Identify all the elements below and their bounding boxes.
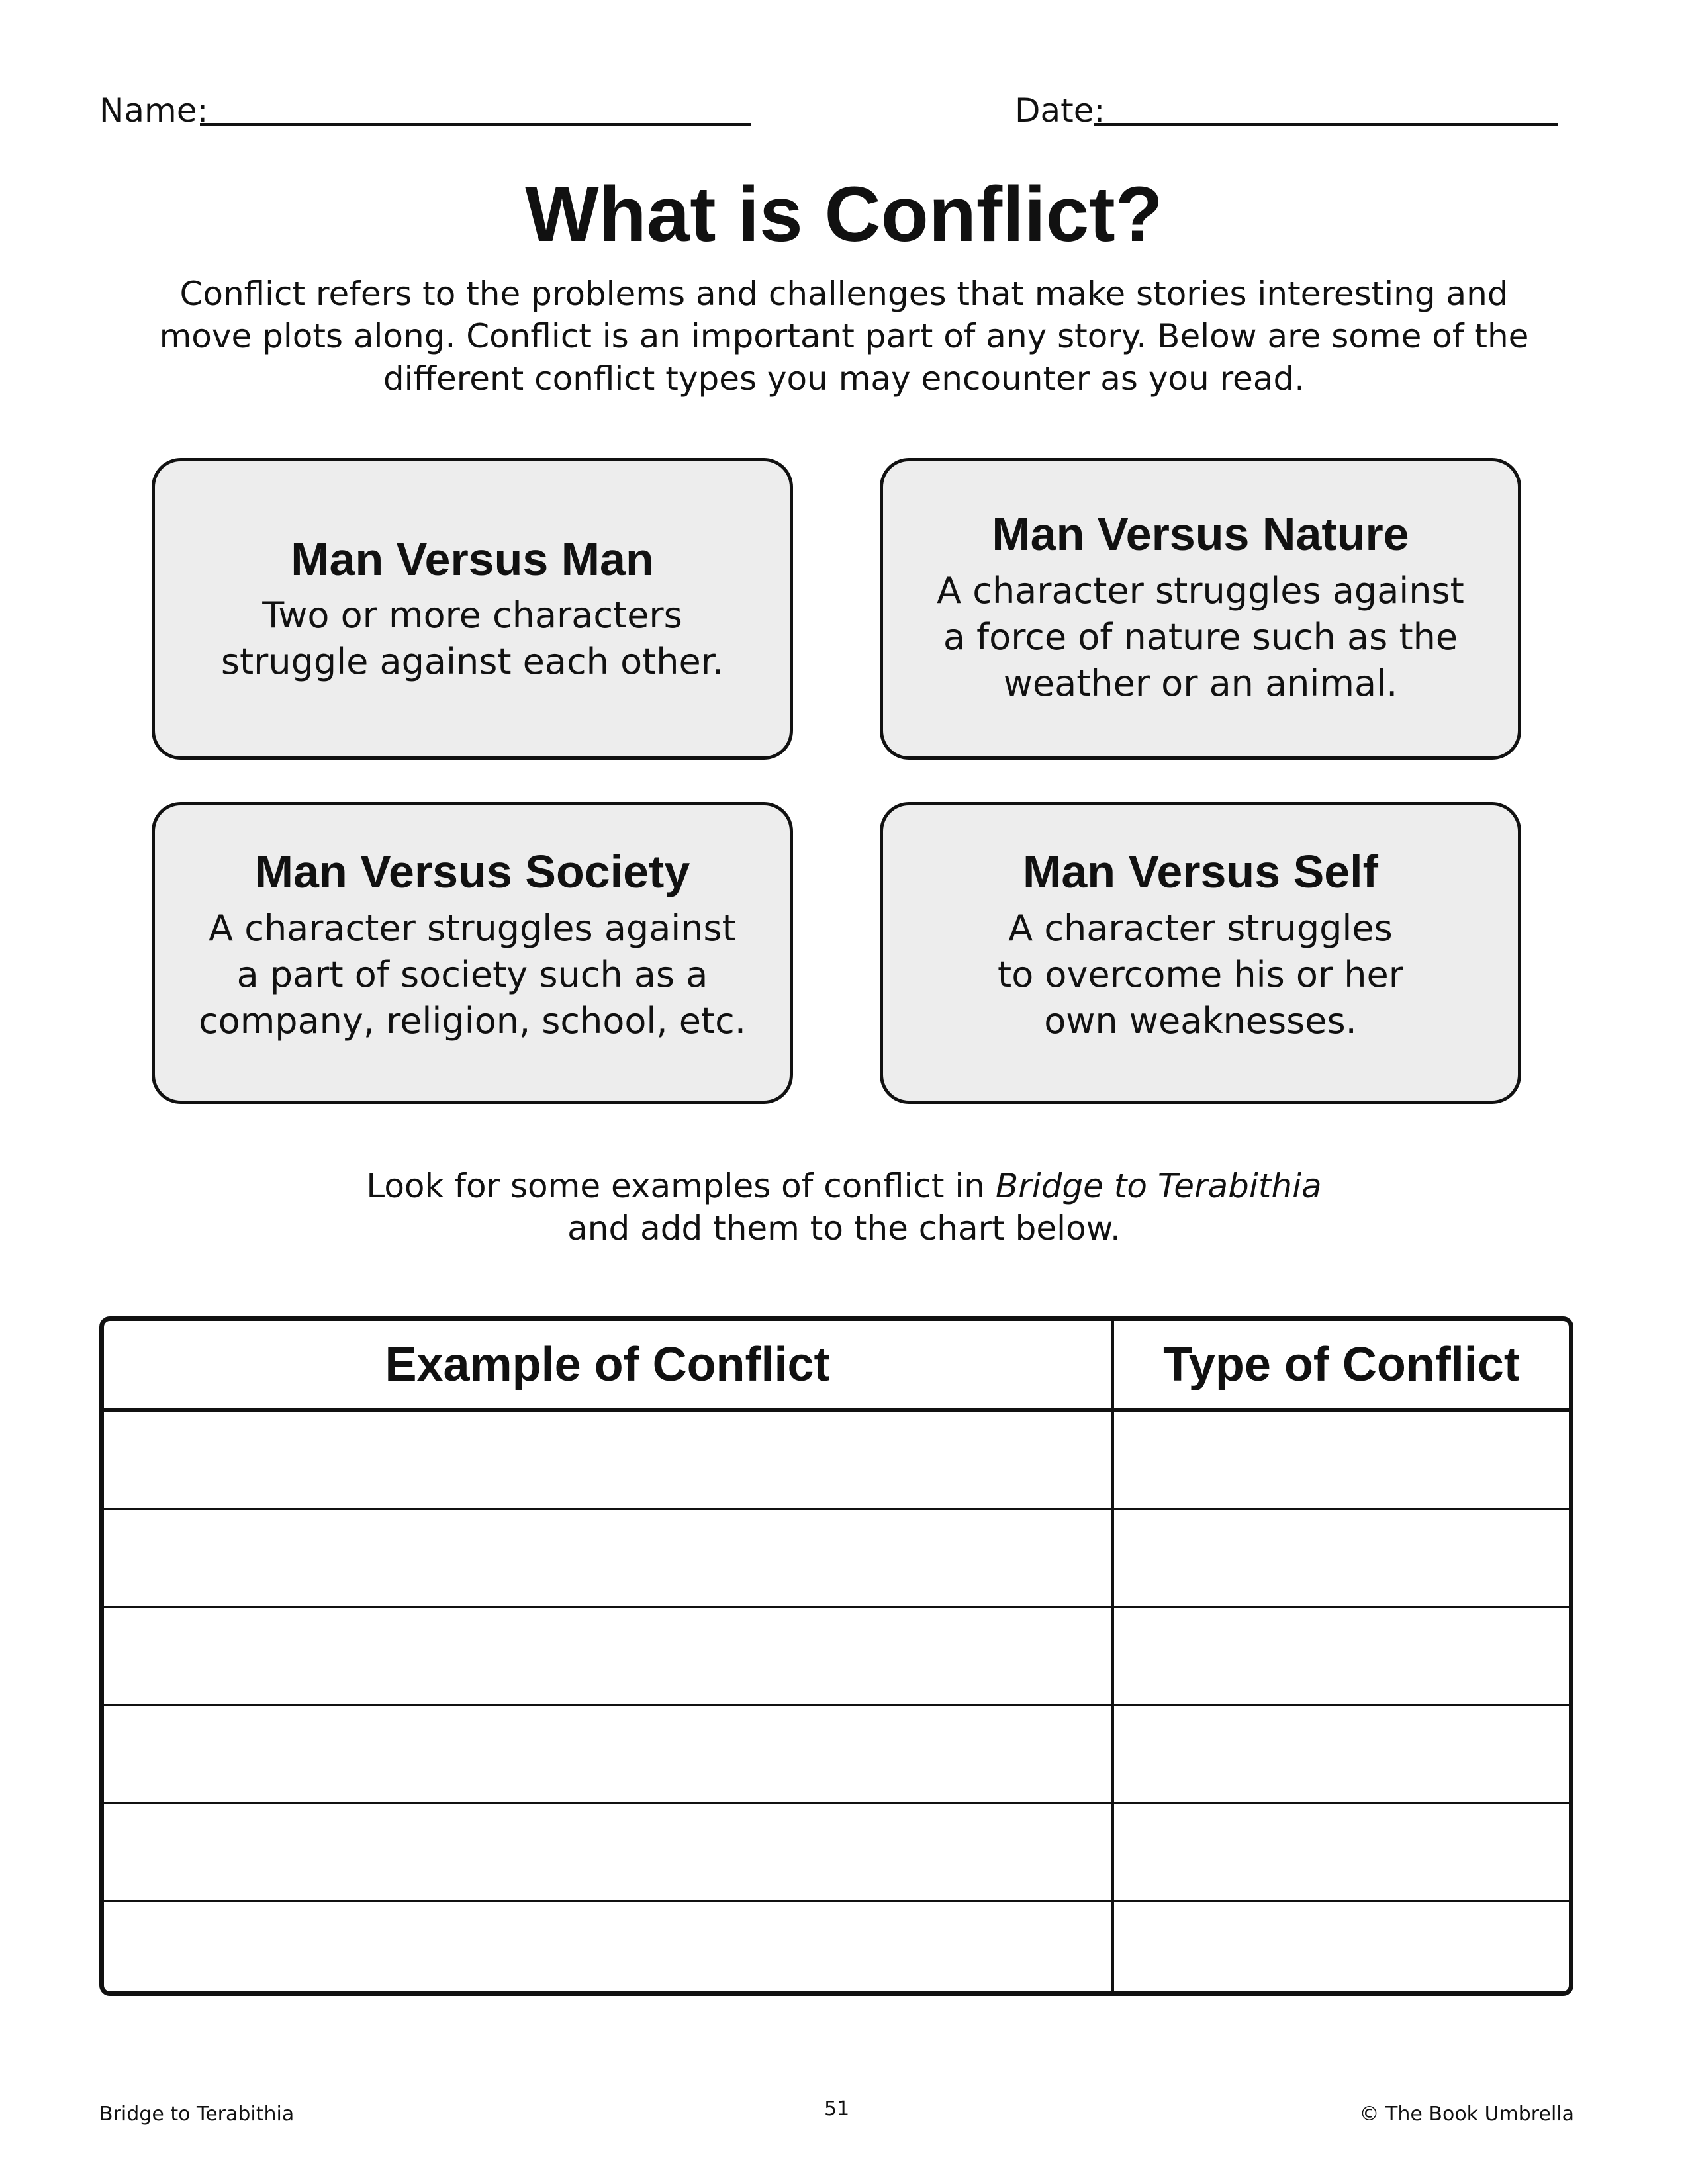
conflict-card-heading: Man Versus Society	[254, 846, 690, 897]
table-row	[104, 1510, 1569, 1608]
conflict-card-heading: Man Versus Man	[291, 533, 654, 585]
conflict-chart-table	[99, 1316, 1573, 1996]
description-line: A character struggles against	[209, 907, 736, 949]
example-cell[interactable]	[104, 1902, 1114, 1996]
conflict-card-description	[221, 592, 724, 685]
conflict-card-man-vs-self	[880, 802, 1521, 1104]
description-line: A character struggles against	[937, 569, 1464, 612]
footer-copyright: © The Book Umbrella	[1359, 2103, 1574, 2126]
example-cell[interactable]	[104, 1608, 1114, 1704]
conflict-card-description	[998, 905, 1403, 1044]
table-row	[104, 1412, 1569, 1510]
intro-line: move plots along. Conflict is an important part of any story. Below are some of the	[159, 317, 1529, 355]
example-cell[interactable]	[104, 1706, 1114, 1802]
type-cell[interactable]	[1114, 1902, 1569, 1996]
conflict-card-description	[199, 905, 746, 1044]
conflict-card-heading: Man Versus Nature	[992, 508, 1409, 560]
conflict-card-man-vs-man	[152, 458, 793, 760]
intro-line: Conflict refers to the problems and challenges that make stories interesting and	[179, 275, 1509, 313]
description-line: own weaknesses.	[1044, 999, 1357, 1042]
conflict-card-man-vs-nature	[880, 458, 1521, 760]
table-row	[104, 1608, 1569, 1706]
footer-book-title: Bridge to Terabithia	[99, 2103, 295, 2126]
description-line: A character struggles	[1008, 907, 1393, 949]
example-cell[interactable]	[104, 1412, 1114, 1508]
type-cell[interactable]	[1114, 1706, 1569, 1802]
page-title: What is Conflict?	[525, 171, 1163, 258]
description-line: a force of nature such as the	[943, 615, 1458, 658]
type-cell[interactable]	[1114, 1608, 1569, 1704]
description-line: a part of society such as a	[236, 953, 708, 995]
name-label: Name:	[99, 91, 209, 130]
table-row	[104, 1804, 1569, 1902]
description-line: Two or more characters	[262, 594, 682, 637]
description-line: struggle against each other.	[220, 641, 724, 683]
footer-page-number: 51	[824, 2097, 850, 2120]
instructions-text: Look for some examples of conflict in	[366, 1167, 996, 1205]
column-header-type: Type of Conflict	[1163, 1338, 1520, 1391]
description-line: to overcome his or her	[998, 953, 1403, 995]
description-line: company, religion, school, etc.	[198, 999, 747, 1042]
book-title: Bridge to Terabithia	[995, 1167, 1322, 1205]
table-row	[104, 1706, 1569, 1804]
instructions	[0, 1165, 1688, 1250]
table-header-row	[104, 1321, 1569, 1412]
description-line: weather or an animal.	[1003, 662, 1398, 704]
type-cell[interactable]	[1114, 1510, 1569, 1606]
column-header-example: Example of Conflict	[104, 1321, 1114, 1408]
example-cell[interactable]	[104, 1804, 1114, 1900]
table-row	[104, 1902, 1569, 1996]
type-cell[interactable]	[1114, 1412, 1569, 1508]
instructions-line-2: and add them to the chart below.	[567, 1209, 1121, 1248]
conflict-card-man-vs-society	[152, 802, 793, 1104]
intro-line: different conflict types you may encounter as you read.	[383, 359, 1305, 398]
conflict-card-description	[937, 568, 1464, 707]
intro-paragraph	[149, 273, 1539, 400]
date-label: Date:	[1015, 91, 1105, 130]
type-cell[interactable]	[1114, 1804, 1569, 1900]
instructions-line-1	[0, 1165, 1688, 1207]
conflict-card-heading: Man Versus Self	[1023, 846, 1378, 897]
example-cell[interactable]	[104, 1510, 1114, 1606]
name-input-line[interactable]	[200, 123, 751, 126]
date-input-line[interactable]	[1094, 123, 1558, 126]
